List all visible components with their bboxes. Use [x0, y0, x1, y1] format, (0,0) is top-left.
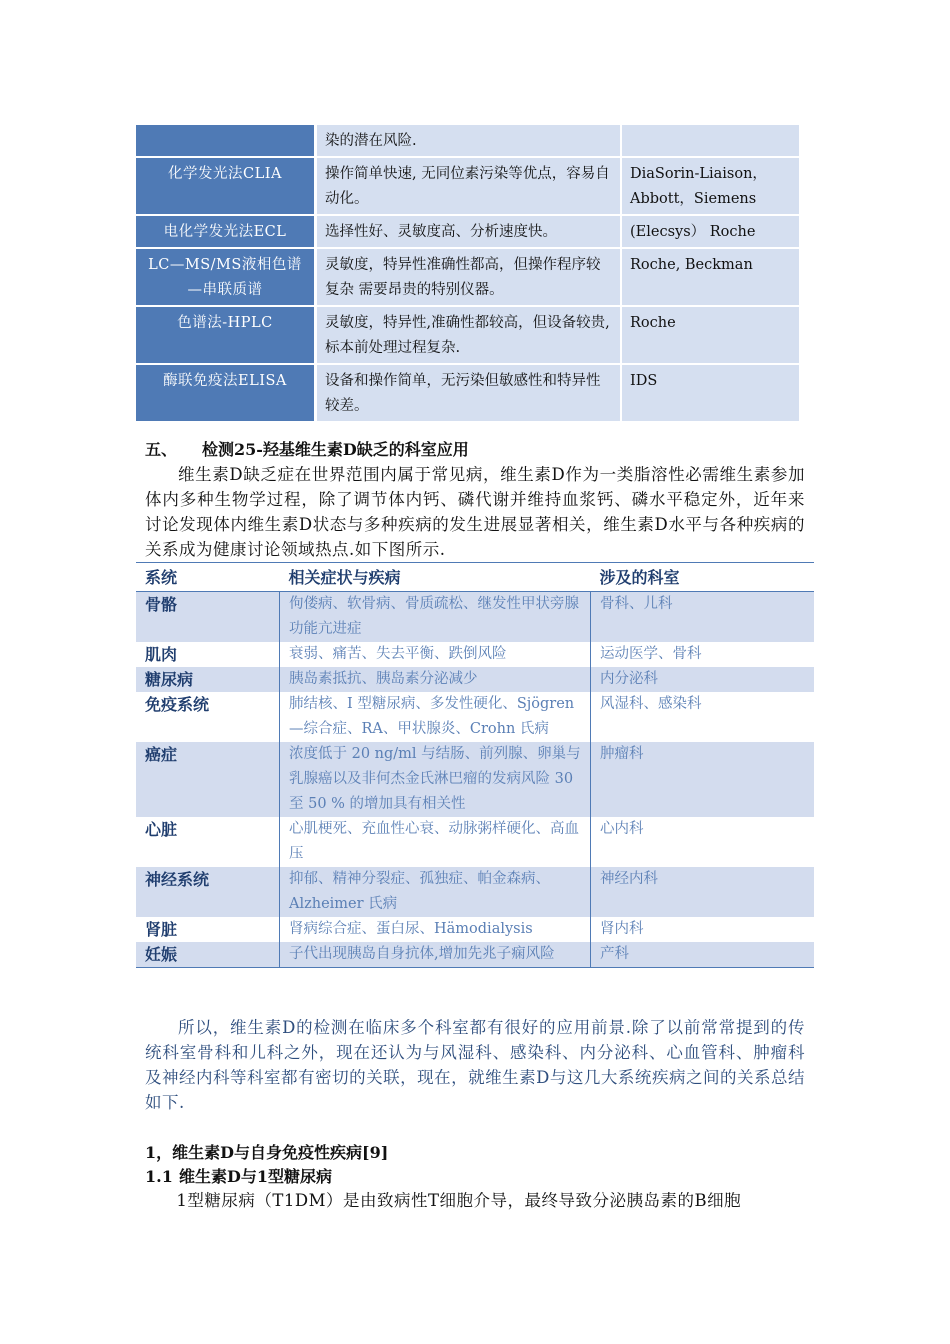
method-advantages-cell: 灵敏度，特异性准确性都高，但操作程序较复杂 需要昂贵的特别仪器。	[317, 249, 622, 307]
method-name-cell: 化学发光法CLIA	[136, 158, 317, 216]
header-system: 系统	[136, 563, 280, 592]
methods-row	[136, 158, 799, 216]
systems-row	[136, 642, 814, 667]
diseases-cell: 衰弱、痛苦、失去平衡、跌倒风险	[280, 642, 591, 667]
section-title-text: 检测25-羟基维生素D缺乏的科室应用	[202, 440, 469, 459]
diseases-cell: 佝偻病、软骨病、骨质疏松、继发性甲状旁腺功能亢进症	[280, 592, 591, 643]
methods-table	[136, 125, 799, 423]
system-cell: 糖尿病	[136, 667, 280, 692]
diseases-cell: 心肌梗死、充血性心衰、动脉粥样硬化、高血压	[280, 817, 591, 867]
method-name-cell: LC—MS/MS液相色谱—串联质谱	[136, 249, 317, 307]
header-diseases: 相关症状与疾病	[280, 563, 591, 592]
method-name-cell: 酶联免疫法ELISA	[136, 365, 317, 423]
conclusion-paragraph: 所以，维生素D的检测在临床多个科室都有很好的应用前景.除了以前常常提到的传统科室骨科和儿科之外，现在还认为与风湿科、感染科、内分泌科、心血管科、肿瘤科及神经内科等科室都有密切的关联，现在，就维生素D与这几大系统疾病之间的关系总结如下.	[145, 1018, 805, 1112]
section-number: 五、	[145, 440, 178, 459]
systems-table	[136, 562, 814, 968]
method-name-cell: 电化学发光法ECL	[136, 216, 317, 249]
method-advantages-cell: 操作简单快速, 无同位素污染等优点，容易自动化。	[317, 158, 622, 216]
diseases-cell: 浓度低于 20 ng/ml 与结肠、前列腺、卵巢与乳腺癌以及非何杰金氏淋巴瘤的发病风险 30 至 50 % 的增加具有相关性	[280, 742, 591, 817]
subsection-heading: 1，维生素D与自身免疫性疾病[9]	[145, 1143, 389, 1162]
diseases-cell: 胰岛素抵抗、胰岛素分泌减少	[280, 667, 591, 692]
method-name-cell	[136, 125, 317, 158]
method-vendors-cell: Roche, Beckman	[622, 249, 799, 307]
departments-cell: 骨科、儿科	[591, 592, 815, 643]
diseases-cell: 肾病综合症、蛋白尿、Hämodialysis	[280, 917, 591, 942]
departments-cell: 产科	[591, 942, 815, 968]
diseases-cell: 抑郁、精神分裂症、孤独症、帕金森病、Alzheimer 氏病	[280, 867, 591, 917]
systems-row	[136, 692, 814, 742]
system-cell: 肾脏	[145, 920, 178, 939]
method-advantages-cell: 灵敏度，特异性,准确性都较高，但设备较贵,标本前处理过程复杂.	[317, 307, 622, 365]
method-advantages-cell: 选择性好、灵敏度高、分析速度快。	[317, 216, 622, 249]
methods-row	[136, 249, 799, 307]
system-cell: 癌症	[136, 742, 280, 817]
systems-row	[136, 817, 814, 867]
departments-cell: 风湿科、感染科	[600, 696, 702, 712]
method-vendors-cell: IDS	[622, 365, 799, 423]
systems-row	[136, 942, 814, 968]
method-vendors-cell: DiaSorin-Liaison，Abbott，Siemens	[622, 158, 799, 216]
departments-cell: 肾内科	[600, 921, 644, 937]
method-advantages-cell: 染的潜在风险.	[317, 125, 622, 158]
departments-cell: 神经内科	[591, 867, 815, 917]
system-cell: 心脏	[145, 820, 178, 839]
methods-row	[136, 216, 799, 249]
method-vendors-cell	[622, 125, 799, 158]
system-cell: 免疫系统	[145, 695, 210, 714]
methods-row	[136, 365, 799, 423]
body-paragraph: 1型糖尿病（T1DM）是由致病性T细胞介导，最终导致分泌胰岛素的B细胞	[176, 1191, 742, 1210]
systems-row	[136, 742, 814, 817]
subsection-title: 维生素D与1型糖尿病	[179, 1167, 333, 1186]
systems-table-header	[136, 563, 814, 592]
departments-cell: 肿瘤科	[591, 742, 815, 817]
departments-cell: 心内科	[600, 821, 644, 837]
diseases-cell: 肺结核、I 型糖尿病、多发性硬化、Sjögren—综合症、RA、甲状腺炎、Crohn 氏病	[280, 692, 591, 742]
subsection-1-1-heading	[145, 1164, 332, 1190]
method-name-cell: 色谱法-HPLC	[136, 307, 317, 365]
departments-cell: 内分泌科	[591, 667, 815, 692]
systems-row	[136, 917, 814, 942]
diseases-cell: 子代出现胰岛自身抗体,增加先兆子痫风险	[280, 942, 591, 968]
system-cell: 妊娠	[136, 942, 280, 968]
section-heading	[145, 437, 805, 463]
intro-paragraph: 维生素D缺乏症在世界范围内属于常见病，维生素D作为一类脂溶性必需维生素参加体内多种生物学过程，除了调节体内钙、磷代谢并维持血浆钙、磷水平稳定外，近年来讨论发现体内维生素D状态与多种疾病的发生进展显著相关，维生素D水平与各种疾病的关系成为健康讨论领域热点.如下图所示.	[145, 465, 805, 559]
method-vendors-cell: Roche	[622, 307, 799, 365]
systems-row	[136, 867, 814, 917]
methods-row	[136, 307, 799, 365]
system-cell: 肌肉	[145, 645, 178, 664]
system-cell: 骨骼	[136, 592, 280, 643]
departments-cell: 运动医学、骨科	[600, 646, 702, 662]
system-cell: 神经系统	[136, 867, 280, 917]
subsection-number: 1.1	[145, 1167, 173, 1186]
method-advantages-cell: 设备和操作简单，无污染但敏感性和特异性较差。	[317, 365, 622, 423]
methods-row	[136, 125, 799, 158]
systems-row	[136, 592, 814, 643]
method-vendors-cell: (Elecsys） Roche	[622, 216, 799, 249]
header-departments: 涉及的科室	[591, 563, 815, 592]
systems-row	[136, 667, 814, 692]
